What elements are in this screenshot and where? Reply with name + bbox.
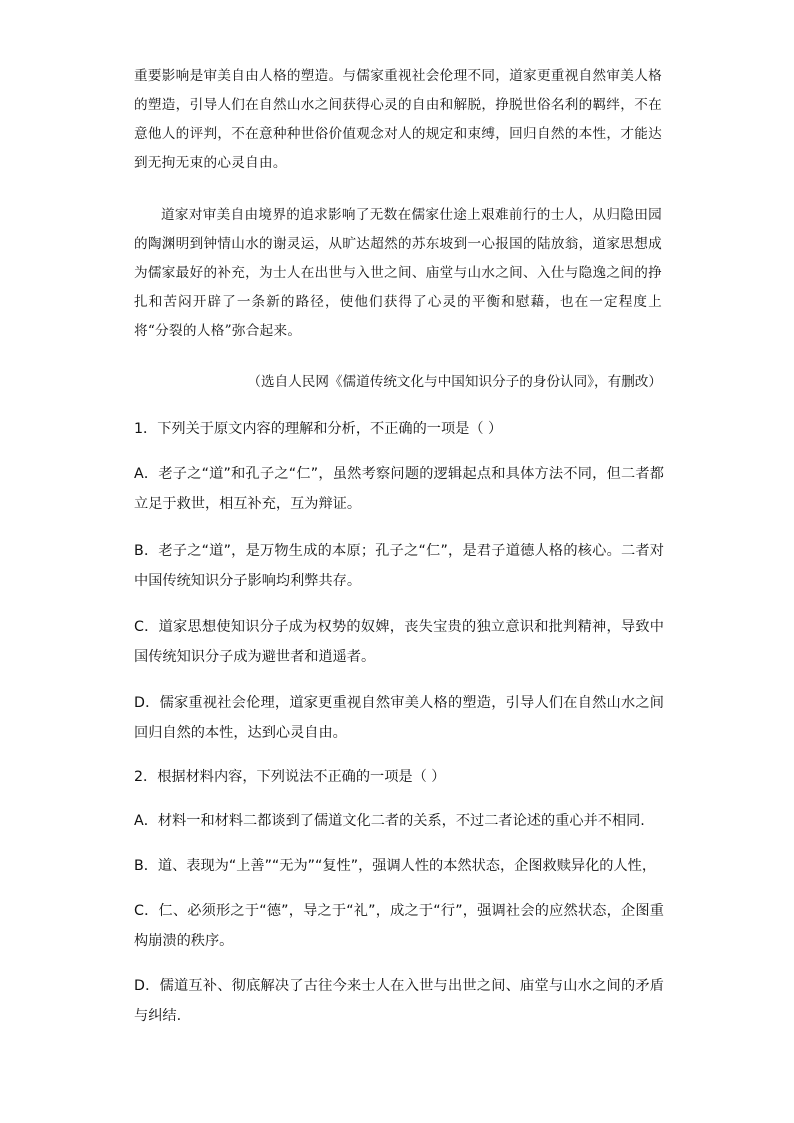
question-2-option-a: A．材料一和材料二都谈到了儒道文化二者的关系，不过二者论述的重心并不相同. bbox=[134, 813, 645, 829]
question-1-option-d: D．儒家重视社会伦理，道家更重视自然审美人格的塑造，引导人们在自然山水之间回归自然的本性，达到心灵自由。 bbox=[134, 695, 664, 741]
question-2-option-c: C．仁、必须形之于“德”，导之于“礼”，成之于“行”，强调社会的应然状态，企图重构崩溃的秩序。 bbox=[134, 903, 664, 949]
passage-paragraph-1: 重要影响是审美自由人格的塑造。与儒家重视社会伦理不同，道家更重视自然审美人格的塑造，引导人们在自然山水之间获得心灵的自由和解脱，挣脱世俗名利的羁绊，不在意他人的评判，不在意种种世俗价值观念对人的规定和束缚，回归自然的本性，才能达到无拘无束的心灵自由。 bbox=[134, 68, 662, 171]
passage-paragraph-2: 道家对审美自由境界的追求影响了无数在儒家仕途上艰难前行的士人，从归隐田园的陶渊明到钟情山水的谢灵运，从旷达超然的苏东坡到一心报国的陆放翁，道家思想成为儒家最好的补充，为士人在出世与入世之间、庙堂与山水之间、入仕与隐逸之间的挣扎和苦闷开辟了一条新的路径，使他们获得了心灵的平衡和慰藉，也在一定程度上将“分裂的人格”弥合起来。 bbox=[134, 207, 662, 339]
question-2-option-b: B．道、表现为“上善”“无为”“复性”，强调人性的本然状态，企图救赎异化的人性， bbox=[134, 858, 657, 874]
question-2-stem: 2．根据材料内容，下列说法不正确的一项是（ ） bbox=[134, 769, 446, 785]
question-1-option-a: A．老子之“道”和孔子之“仁”，虽然考察问题的逻辑起点和具体方法不同，但二者都立足于救世，相互补充，互为辩证。 bbox=[134, 466, 664, 512]
question-1-option-c: C．道家思想使知识分子成为权势的奴婢，丧失宝贵的独立意识和批判精神，导致中国传统知识分子成为避世者和逍遥者。 bbox=[134, 619, 664, 665]
question-1-option-b: B．老子之“道”，是万物生成的本原；孔子之“仁”，是君子道德人格的核心。二者对中国传统知识分子影响均利弊共存。 bbox=[134, 543, 664, 589]
passage-source-citation: （选自人民网《儒道传统文化与中国知识分子的身份认同》，有删改） bbox=[247, 374, 662, 390]
question-2-option-d: D．儒道互补、彻底解决了古往今来士人在入世与出世之间、庙堂与山水之间的矛盾与纠结. bbox=[134, 978, 664, 1024]
question-1-stem: 1．下列关于原文内容的理解和分析，不正确的一项是（ ） bbox=[134, 421, 503, 437]
